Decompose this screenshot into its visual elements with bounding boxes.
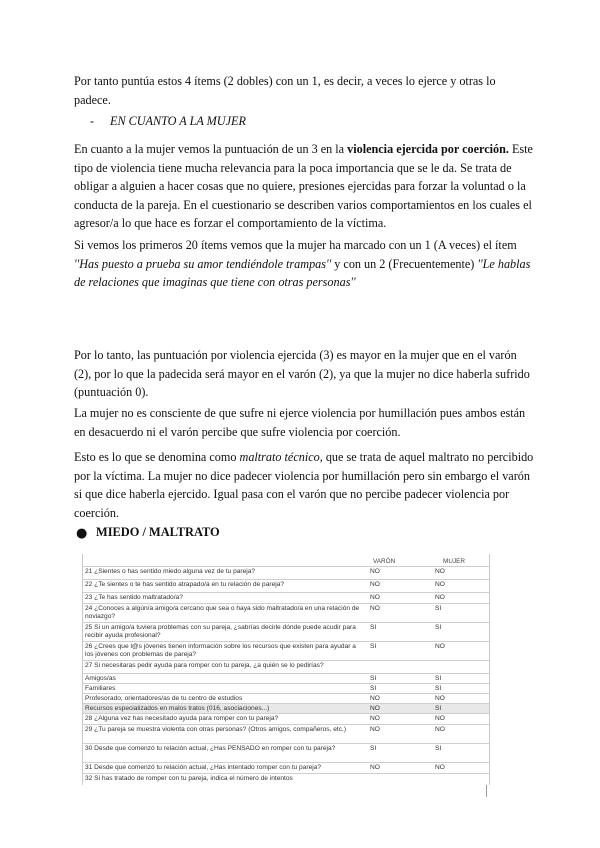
varon-answer-cell: SI <box>370 745 377 752</box>
varon-answer-cell: NO <box>370 695 380 702</box>
varon-answer-cell: NO <box>370 715 380 722</box>
paragraph-intro: Por tanto puntúa estos 4 ítems (2 dobles) con un 1, es decir, a veces lo ejerce y otras lo padece. <box>74 74 496 107</box>
tecnico-text-start: Esto es lo que se denomina como <box>74 450 240 464</box>
question-cell: 30 Desde que comenzó tu relación actual, ¿Has PENSADO en romper con tu pareja? <box>85 745 336 752</box>
mujer-answer-cell: NO <box>435 643 445 650</box>
dash-marker: - <box>90 114 95 128</box>
varon-answer-cell: NO <box>370 764 380 771</box>
varon-answer-cell: SI <box>370 675 377 682</box>
table-row <box>83 660 489 673</box>
section-heading-miedo: MIEDO / MALTRATO <box>96 525 220 539</box>
mujer-answer-cell: NO <box>435 764 445 771</box>
varon-answer-cell: NO <box>370 726 380 733</box>
mujer-answer-cell: SI <box>435 705 442 712</box>
paragraph-consciousness: La mujer no es consciente de que sufre ni ejerce violencia por humillación pues ambos están en desacuerdo ni el varón percibe que sufre violencia por coerción. <box>74 406 526 439</box>
table-row <box>83 603 489 622</box>
column-header-mujer: MUJER <box>443 558 466 565</box>
table-row <box>83 622 489 641</box>
table-row <box>83 743 489 762</box>
coercion-text-start: En cuanto a la mujer vemos la puntuación de un 3 en la <box>74 142 348 156</box>
table-row <box>83 693 489 703</box>
question-cell: 26 ¿Crees que l@s jóvenes tienen información sobre los recursos que existen para ayudar a los jóvenes con problemas de pareja? <box>85 643 356 659</box>
table-row <box>83 762 489 773</box>
mujer-answer-cell: SI <box>435 745 442 752</box>
question-cell: Recursos especializados en malos tratos (016, asociaciones...) <box>85 705 270 712</box>
table-row <box>83 703 489 713</box>
mujer-answer-cell: NO <box>435 715 445 722</box>
question-cell: 31 Desde que comenzó tu relación actual, ¿Has intentado romper con tu pareja? <box>85 764 322 771</box>
varon-answer-cell: NO <box>370 705 380 712</box>
paragraph-conclusion: Por lo tanto, las puntuación por violencia ejercida (3) es mayor en la mujer que en el varón (2), por lo que la padecida será mayor en el varón (2), ya que la mujer no dice haberla sufrido (puntuación 0). <box>74 348 530 400</box>
question-cell: 28 ¿Alguna vez has necesitado ayuda para romper con tu pareja? <box>85 715 279 722</box>
question-cell: 27 Si necesitaras pedir ayuda para romper con tu pareja, ¿a quién se lo pedirías? <box>85 662 324 669</box>
items-text-mid: y con un 2 (Frecuentemente) <box>331 256 478 271</box>
section-heading-mujer: EN CUANTO A LA MUJER <box>110 114 246 128</box>
table-row <box>83 579 489 592</box>
mujer-answer-cell: NO <box>435 581 445 588</box>
column-header-varon: VARÓN <box>373 558 396 565</box>
varon-answer-cell: SI <box>370 685 377 692</box>
mujer-answer-cell: SI <box>435 605 442 612</box>
paragraph-items <box>74 236 534 292</box>
table-edge-mark <box>486 785 487 797</box>
items-text-start: Si vemos los primeros 20 ítems vemos que la mujer ha marcado con un 1 (A veces) el ítem <box>74 238 517 252</box>
mujer-answer-cell: SI <box>435 624 442 631</box>
table-row <box>83 724 489 743</box>
table-row <box>83 713 489 724</box>
coercion-text-end: Este tipo de violencia tiene mucha relevancia para la poca importancia que se le da. Se trata de obligar a alguien a hacer cosas que no quiere, presiones ejercidas para forzar la voluntad o la conducta de la pareja. En el cuestionario se describen varios comportamientos en los cuales el agresor/a lo que hace es forzar el comportamiento de la víctima. <box>74 142 533 231</box>
question-cell: 25 Si un amigo/a tuviera problemas con su pareja, ¿sabrías decirle dónde puede acudir para recibir ayuda profesional? <box>85 624 356 640</box>
mujer-answer-cell: SI <box>435 675 442 682</box>
survey-table <box>82 554 490 785</box>
question-cell: 29 ¿Tu pareja se muestra violenta con otras personas? (Otros amigos, compañeros, etc.) <box>85 726 347 733</box>
paragraph-coercion <box>74 140 534 233</box>
question-cell: 23 ¿Te has sentido maltratado/a? <box>85 594 183 601</box>
table-row <box>83 673 489 683</box>
mujer-answer-cell: NO <box>435 568 445 575</box>
table-row <box>83 683 489 693</box>
varon-answer-cell: SI <box>370 643 377 650</box>
question-cell: 21 ¿Sientes o has sentido miedo alguna vez de tu pareja? <box>85 568 256 575</box>
varon-answer-cell: NO <box>370 605 380 612</box>
varon-answer-cell: NO <box>370 568 380 575</box>
mujer-answer-cell: SI <box>435 685 442 692</box>
mujer-answer-cell: NO <box>435 695 445 702</box>
paragraph-maltrato-tecnico <box>74 448 534 522</box>
question-cell: 24 ¿Conoces a algún/a amigo/a cercano que sea o haya sido maltratado/a en una relación de noviazgo? <box>85 605 360 621</box>
question-cell: Profesorado, orientadores/as de tu centro de estudios <box>85 695 243 702</box>
tecnico-italic-term: maltrato técnico <box>239 450 320 464</box>
table-row <box>83 773 489 785</box>
mujer-answer-cell: NO <box>435 726 445 733</box>
table-row <box>83 566 489 579</box>
table-row <box>83 641 489 660</box>
items-quote-1: ''Has puesto a prueba su amor tendiéndole trampas'' <box>74 256 332 271</box>
question-cell: 32 Si has tratado de romper con tu pareja, indica el número de intentos <box>85 775 293 782</box>
varon-answer-cell: NO <box>370 594 380 601</box>
question-cell: Amigos/as <box>85 675 116 682</box>
mujer-answer-cell: NO <box>435 594 445 601</box>
question-cell: Familiares <box>85 685 116 692</box>
table-body <box>83 566 489 785</box>
question-cell: 22 ¿Te sientes o te has sentido atrapado/a en tu relación de pareja? <box>85 581 285 588</box>
table-row <box>83 592 489 603</box>
table-header <box>83 554 489 566</box>
varon-answer-cell: NO <box>370 581 380 588</box>
items-quote-2: ''Le hablas de relaciones que imaginas que tiene con otras personas'' <box>74 256 531 290</box>
tecnico-text-end: , que se trata de aquel maltrato no percibido por la víctima. La mujer no dice padecer violencia por humillación pero sin embargo el varón si que dice haberla ejercido. Igual pasa con el varón que no percibe padecer violencia por coerción. <box>74 450 534 520</box>
varon-answer-cell: SI <box>370 624 377 631</box>
bullet-marker: ● <box>76 526 88 541</box>
coercion-bold-term: violencia ejercida por coerción. <box>347 142 509 156</box>
